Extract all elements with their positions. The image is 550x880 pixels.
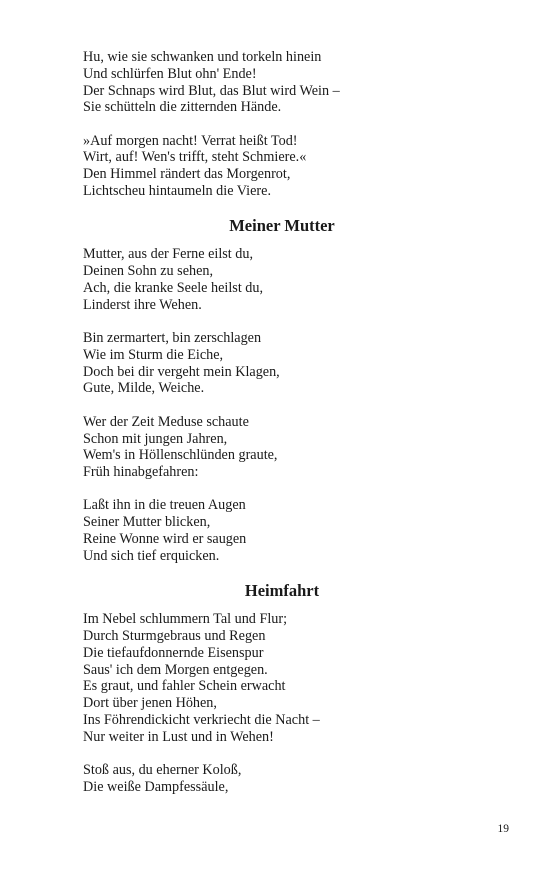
verse-line: Und schlürfen Blut ohn' Ende! bbox=[83, 65, 257, 82]
verse-line: Die tiefaufdonnernde Eisenspur bbox=[83, 644, 264, 661]
poem-title-mutter: Meiner Mutter bbox=[229, 216, 335, 236]
verse-line: Gute, Milde, Weiche. bbox=[83, 380, 205, 397]
verse-line: Ach, die kranke Seele heilst du, bbox=[83, 279, 264, 296]
stanza-intro-2 bbox=[83, 133, 463, 200]
verse-line: Dort über jenen Höhen, bbox=[83, 695, 217, 712]
verse-line: Deinen Sohn zu sehen, bbox=[83, 263, 214, 280]
stanza-mutter-1 bbox=[83, 246, 463, 313]
verse-line: Hu, wie sie schwanken und torkeln hinein bbox=[83, 49, 322, 65]
verse-line: Seiner Mutter blicken, bbox=[83, 514, 211, 531]
verse-line: Bin zermartert, bin zerschlagen bbox=[83, 330, 262, 347]
stanza-heimfahrt-1 bbox=[83, 611, 463, 745]
verse-line: Wer der Zeit Meduse schaute bbox=[83, 413, 249, 430]
verse-line: Ins Föhrendickicht verkriecht die Nacht – bbox=[83, 711, 320, 728]
verse-line: Die weiße Dampfessäule, bbox=[83, 778, 229, 795]
verse-line: Der Schnaps wird Blut, das Blut wird Wein – bbox=[83, 82, 340, 99]
verse-line: Es graut, und fahler Schein erwacht bbox=[83, 678, 286, 695]
verse-line: Wie im Sturm die Eiche, bbox=[83, 346, 224, 363]
poem-title-heimfahrt: Heimfahrt bbox=[244, 581, 320, 601]
verse-line: Reine Wonne wird er saugen bbox=[83, 531, 247, 548]
verse-line: Und sich tief erquicken. bbox=[83, 547, 220, 564]
text-column bbox=[83, 49, 463, 812]
verse-line: Wem's in Höllenschlünden graute, bbox=[83, 447, 278, 464]
verse-line: Durch Sturmgebraus und Regen bbox=[83, 627, 266, 644]
stanza-mutter-2 bbox=[83, 330, 463, 397]
verse-line: Früh hinabgefahren: bbox=[83, 464, 199, 481]
verse-line: Laßt ihn in die treuen Augen bbox=[83, 497, 246, 514]
stanza-mutter-3 bbox=[83, 414, 463, 481]
verse-line: Lichtscheu hintaumeln die Viere. bbox=[83, 183, 271, 200]
verse-line: Saus' ich dem Morgen entgegen. bbox=[83, 661, 268, 678]
verse-line: Den Himmel rändert das Morgenrot, bbox=[83, 166, 291, 183]
verse-line: Im Nebel schlummern Tal und Flur; bbox=[83, 611, 288, 628]
stanza-mutter-4 bbox=[83, 497, 463, 564]
verse-line: »Auf morgen nacht! Verrat heißt Tod! bbox=[83, 132, 298, 149]
verse-line: Wirt, auf! Wen's trifft, steht Schmiere.« bbox=[83, 149, 307, 166]
verse-line: Stoß aus, du eherner Koloß, bbox=[83, 762, 242, 778]
verse-line: Mutter, aus der Ferne eilst du, bbox=[83, 246, 254, 263]
stanza-heimfahrt-2 bbox=[83, 762, 463, 796]
verse-line: Schon mit jungen Jahren, bbox=[83, 430, 228, 447]
verse-line: Sie schütteln die zitternden Hände. bbox=[83, 99, 282, 116]
verse-line: Doch bei dir vergeht mein Klagen, bbox=[83, 363, 280, 380]
verse-line: Linderst ihre Wehen. bbox=[83, 296, 202, 313]
verse-line: Nur weiter in Lust und in Wehen! bbox=[83, 728, 274, 745]
page-number: 19 bbox=[497, 823, 509, 835]
stanza-intro-1 bbox=[83, 49, 463, 116]
